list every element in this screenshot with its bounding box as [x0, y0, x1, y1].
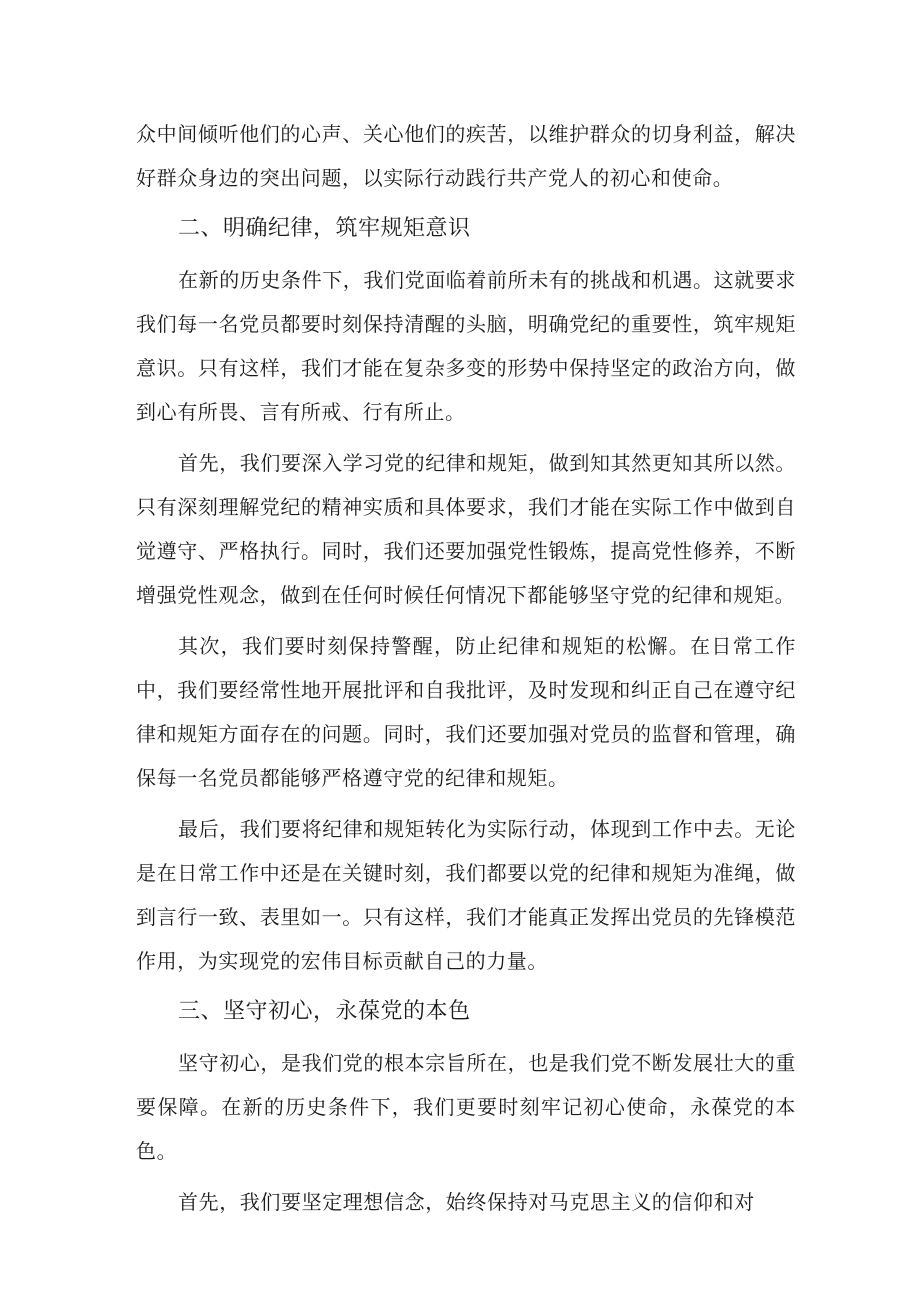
- paragraph: 其次，我们要时刻保持警醒，防止纪律和规矩的松懈。在日常工作中，我们要经常性地开展批评和自我批评，及时发现和纠正自己在遵守纪律和规矩方面存在的问题。同时，我们还要加强对党员的监督和管理，确保每一名党员都能够严格遵守党的纪律和规矩。: [136, 634, 796, 790]
- paragraph-continuation: 众中间倾听他们的心声、关心他们的疾苦，以维护群众的切身利益，解决好群众身边的突出问题，以实际行动践行共产党人的初心和使命。: [136, 122, 796, 190]
- paragraph: 首先，我们要深入学习党的纪律和规矩，做到知其然更知其所以然。只有深刻理解党纪的精神实质和具体要求，我们才能在实际工作中做到自觉遵守、严格执行。同时，我们还要加强党性锻炼，提高党性修养，不断增强党性观念，做到在任何时候任何情况下都能够坚守党的纪律和规矩。: [136, 451, 796, 607]
- paragraph: 坚守初心，是我们党的根本宗旨所在，也是我们党不断发展壮大的重要保障。在新的历史条件下，我们更要时刻牢记初心使命，永葆党的本色。: [136, 1051, 796, 1163]
- paragraph-truncated: 首先，我们要坚定理想信念，始终保持对马克思主义的信仰和对: [178, 1190, 755, 1214]
- paragraph: 在新的历史条件下，我们党面临着前所未有的挑战和机遇。这就要求我们每一名党员都要时刻保持清醒的头脑，明确党纪的重要性，筑牢规矩意识。只有这样，我们才能在复杂多变的形势中保持坚定的政治方向，做到心有所畏、言有所戒、行有所止。: [136, 268, 796, 424]
- section-heading-3: 三、坚守初心，永葆党的本色: [178, 999, 471, 1024]
- section-heading-2: 二、明确纪律，筑牢规矩意识: [178, 216, 471, 241]
- document-body: [136, 112, 796, 1231]
- paragraph: 最后，我们要将纪律和规矩转化为实际行动，体现到工作中去。无论是在日常工作中还是在关键时刻，我们都要以党的纪律和规矩为准绳，做到言行一致、表里如一。只有这样，我们才能真正发挥出党员的先锋模范作用，为实现党的宏伟目标贡献自己的力量。: [136, 817, 796, 973]
